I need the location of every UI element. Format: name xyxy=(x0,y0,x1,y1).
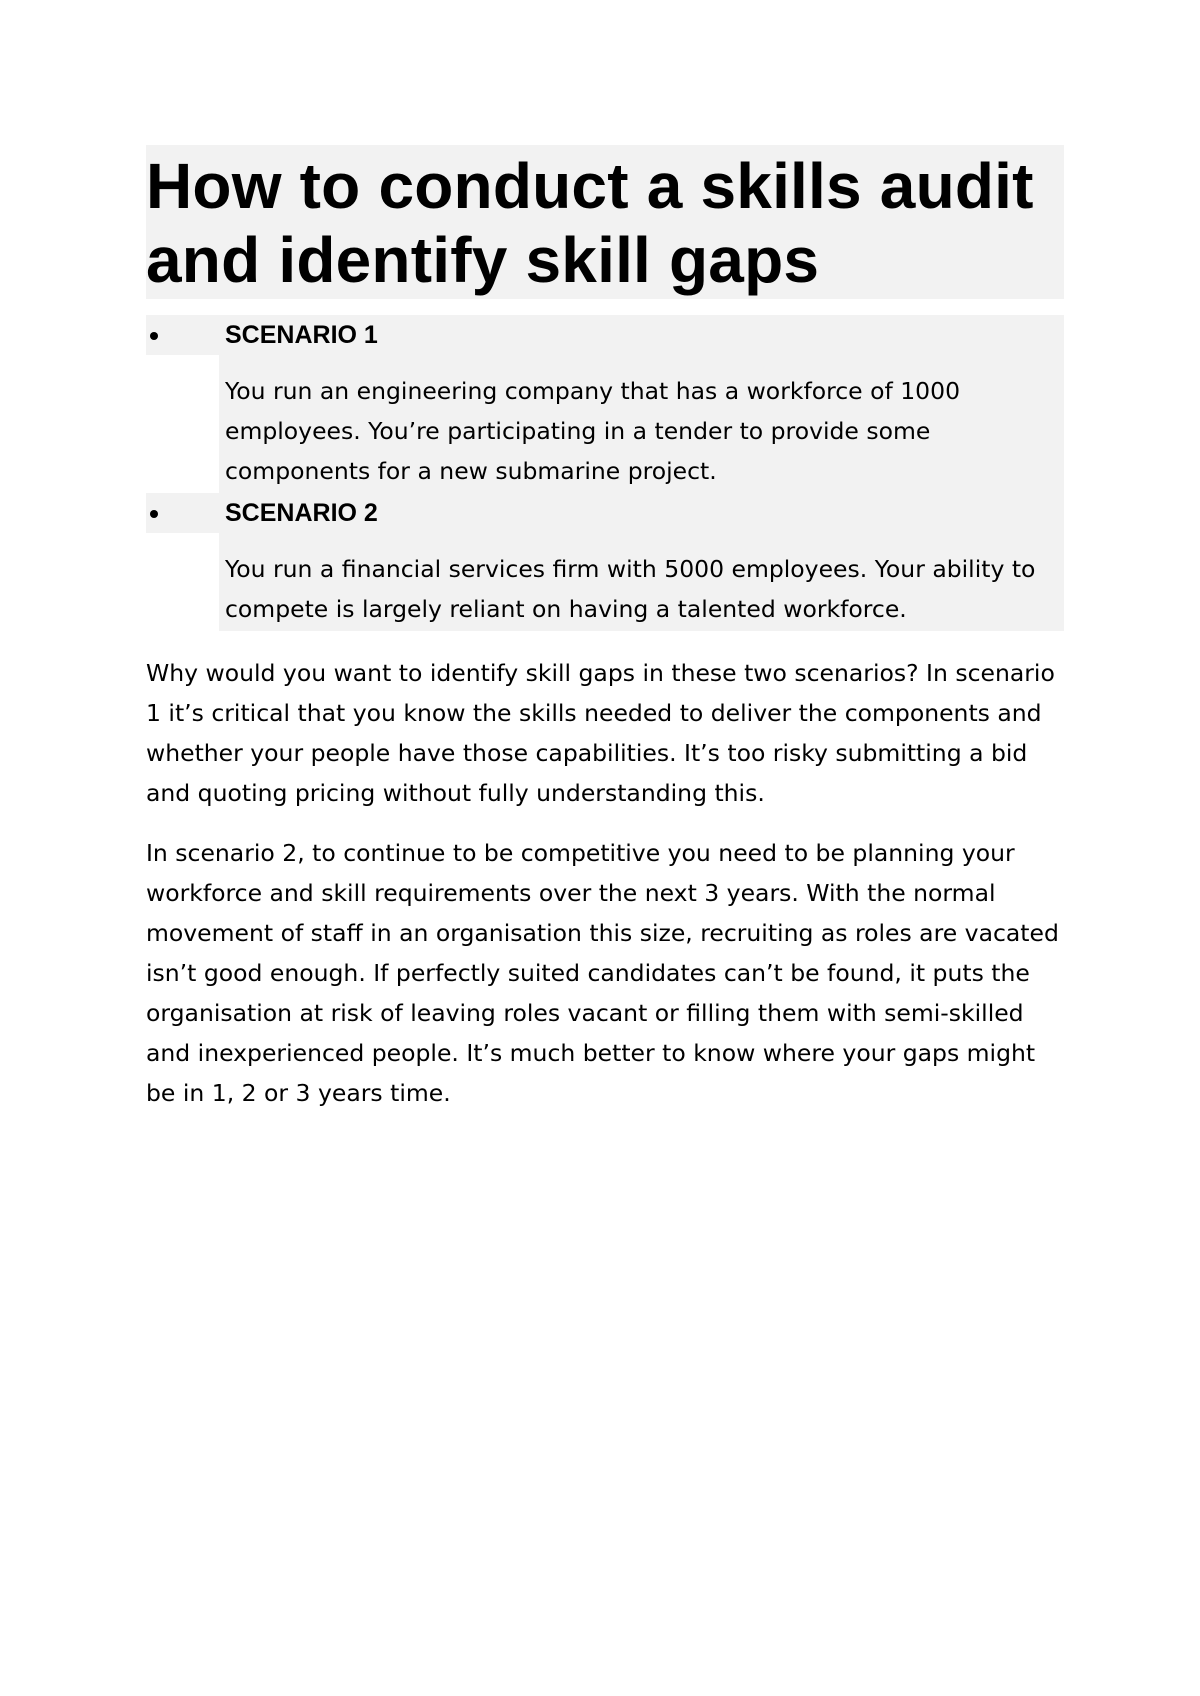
scenario-list xyxy=(146,315,1064,631)
bullet-icon xyxy=(150,332,158,340)
bullet-icon xyxy=(150,510,158,518)
scenario-heading-row xyxy=(146,493,1064,533)
scenario-heading: SCENARIO 2 xyxy=(219,493,1064,533)
scenario-description: You run a financial services firm with 5000 employees. Your ability to compete is largely reliant on having a talented workforce. xyxy=(219,533,1064,631)
scenario-heading-row xyxy=(146,315,1064,355)
scenario-item-2 xyxy=(146,493,1064,631)
scenario-description: You run an engineering company that has a workforce of 1000 employees. You’re participating in a tender to provide some components for a new submarine project. xyxy=(219,355,1064,493)
body-paragraph-1: Why would you want to identify skill gaps in these two scenarios? In scenario 1 it’s critical that you know the skills needed to deliver the components and whether your people have those capabilities. It’s too risky submitting a bid and quoting pricing without fully understanding this. xyxy=(146,659,1055,807)
scenario-item-1 xyxy=(146,315,1064,493)
document-content xyxy=(146,145,1064,1113)
title-block xyxy=(146,145,1064,299)
document-title: How to conduct a skills audit and identify skill gaps xyxy=(146,150,1034,296)
bullet-cell xyxy=(146,493,219,533)
bullet-cell xyxy=(146,315,219,355)
body-paragraph-2: In scenario 2, to continue to be competitive you need to be planning your workforce and skill requirements over the next 3 years. With the normal movement of staff in an organisation this size, recruiting as roles are vacated isn’t good enough. If perfectly suited candidates can’t be found, it puts the organisation at risk of leaving roles vacant or filling them with semi-skilled and inexperienced people. It’s much better to know where your gaps might be in 1, 2 or 3 years time. xyxy=(146,839,1059,1107)
scenario-heading: SCENARIO 1 xyxy=(219,315,1064,355)
